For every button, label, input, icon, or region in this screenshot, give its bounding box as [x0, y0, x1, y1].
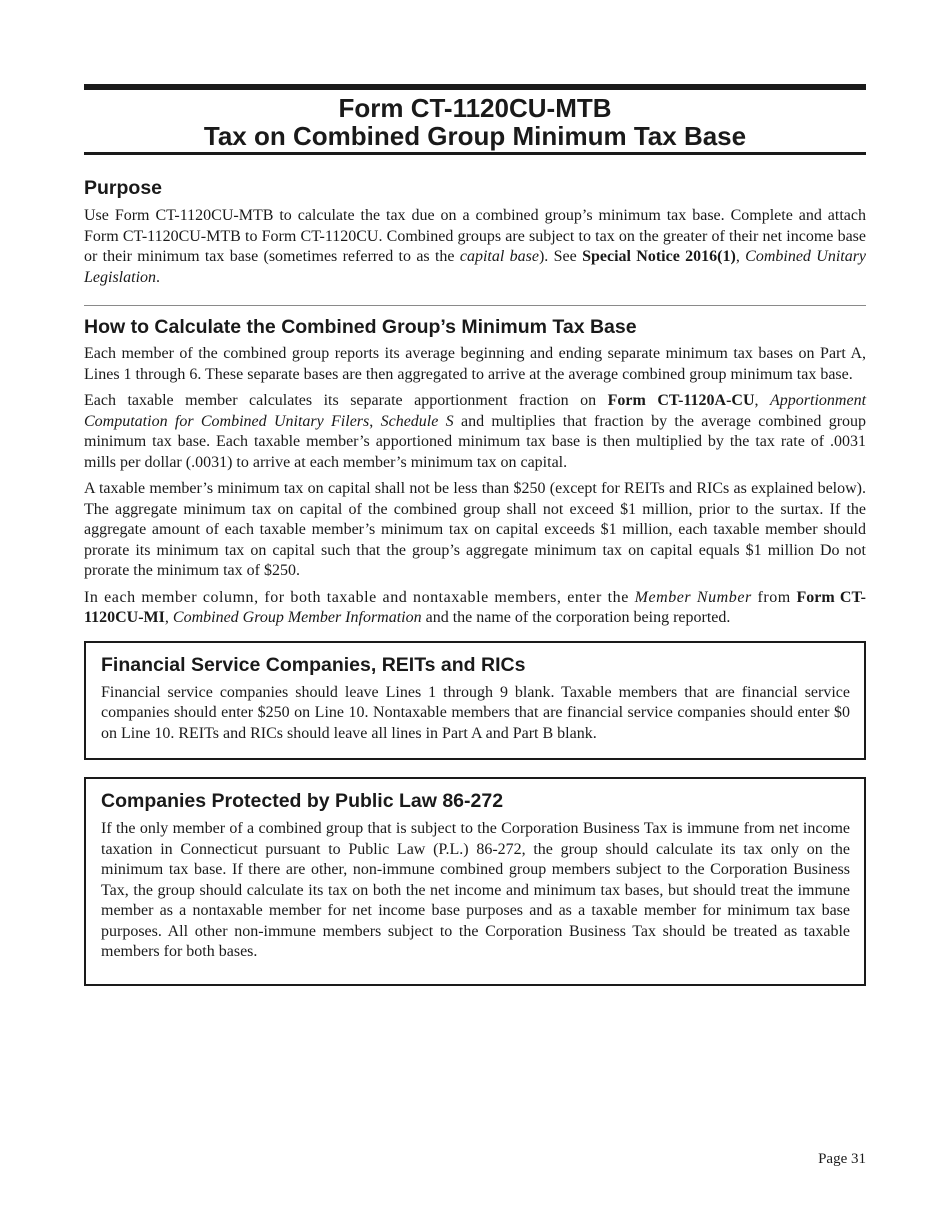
calculation-heading: How to Calculate the Combined Group’s Minimum Tax Base: [84, 316, 637, 338]
calculation-paragraph-4: In each member column, for both taxable and nontaxable members, enter the Member Number from Form CT-1120CU-MI, Combined Group Member Information and the name of the corporation being reported.: [84, 588, 866, 626]
form-subtitle: Tax on Combined Group Minimum Tax Base: [203, 121, 747, 151]
public-law-heading: Companies Protected by Public Law 86-272: [101, 790, 504, 812]
purpose-heading: Purpose: [84, 177, 163, 199]
public-law-box: [84, 777, 866, 986]
financial-services-box: [84, 641, 866, 761]
calculation-paragraph-3: A taxable member’s minimum tax on capital shall not be less than $250 (except for REITs and RICs as explained below). The aggregate minimum tax on capital of the combined group shall not exceed $1 million, prior to the surtax. If the aggregate amount of each taxable member’s minimum tax on capital exceeds $1 million, each taxable member should prorate its minimum tax on capital such that the group’s aggregate minimum tax on capital equals $1 million Do not prorate the minimum tax of $250.: [84, 480, 866, 579]
calculation-paragraph-1: Each member of the combined group reports its average beginning and ending separate minimum tax bases on Part A, Lines 1 through 6. These separate bases are then aggregated to arrive at the average combined group minimum tax base.: [84, 345, 866, 383]
page-title: [84, 90, 866, 152]
financial-services-heading: Financial Service Companies, REITs and RICs: [101, 653, 526, 676]
section-divider: [84, 305, 866, 306]
form-title: Form CT-1120CU-MTB: [338, 93, 612, 123]
page-number: Page 31: [818, 1151, 866, 1167]
financial-services-text: Financial service companies should leave Lines 1 through 9 blank. Taxable members that are financial service companies should enter $250 on Line 10. Nontaxable members that are financial service companies should enter $0 on Line 10. REITs and RICs should leave all lines in Part A and Part B blank.: [101, 683, 850, 742]
title-bottom-rule: [84, 152, 866, 155]
public-law-text: If the only member of a combined group that is subject to the Corporation Business Tax is immune from net income taxation in Connecticut pursuant to Public Law (P.L.) 86-272, the group should calculate its tax only on the minimum tax base. If there are other, non-immune combined group members subject to the Corporation Business Tax, the group should calculate its tax on both the net income and minimum tax bases, but should treat the immune member as a nontaxable member for net income base purposes and as a taxable member for minimum tax base purposes. All other non-immune members subject to the Corporation Business Tax should be treated as taxable members for both bases.: [101, 820, 850, 960]
purpose-paragraph: Use Form CT-1120CU-MTB to calculate the tax due on a combined group’s minimum tax base. Complete and attach Form CT-1120CU-MTB to Form CT-1120CU. Combined groups are subject to tax on the greater of their net income base or their minimum tax base (sometimes referred to as the capital base). See Special Notice 2016(1), Combined Unitary Legislation.: [84, 207, 867, 286]
special-notice-reference: Special Notice 2016(1): [582, 248, 736, 265]
document-page: [84, 84, 866, 986]
calculation-paragraph-2: Each taxable member calculates its separate apportionment fraction on Form CT-1120A-CU, Apportionment Computation for Combined Unitary Filers, Schedule S and multiplies that fraction by the average combined group minimum tax base. Each taxable member’s apportioned minimum tax base is then multiplied by the tax rate of .0031 mills per dollar (.0031) to arrive at each member’s minimum tax on capital.: [84, 392, 867, 471]
